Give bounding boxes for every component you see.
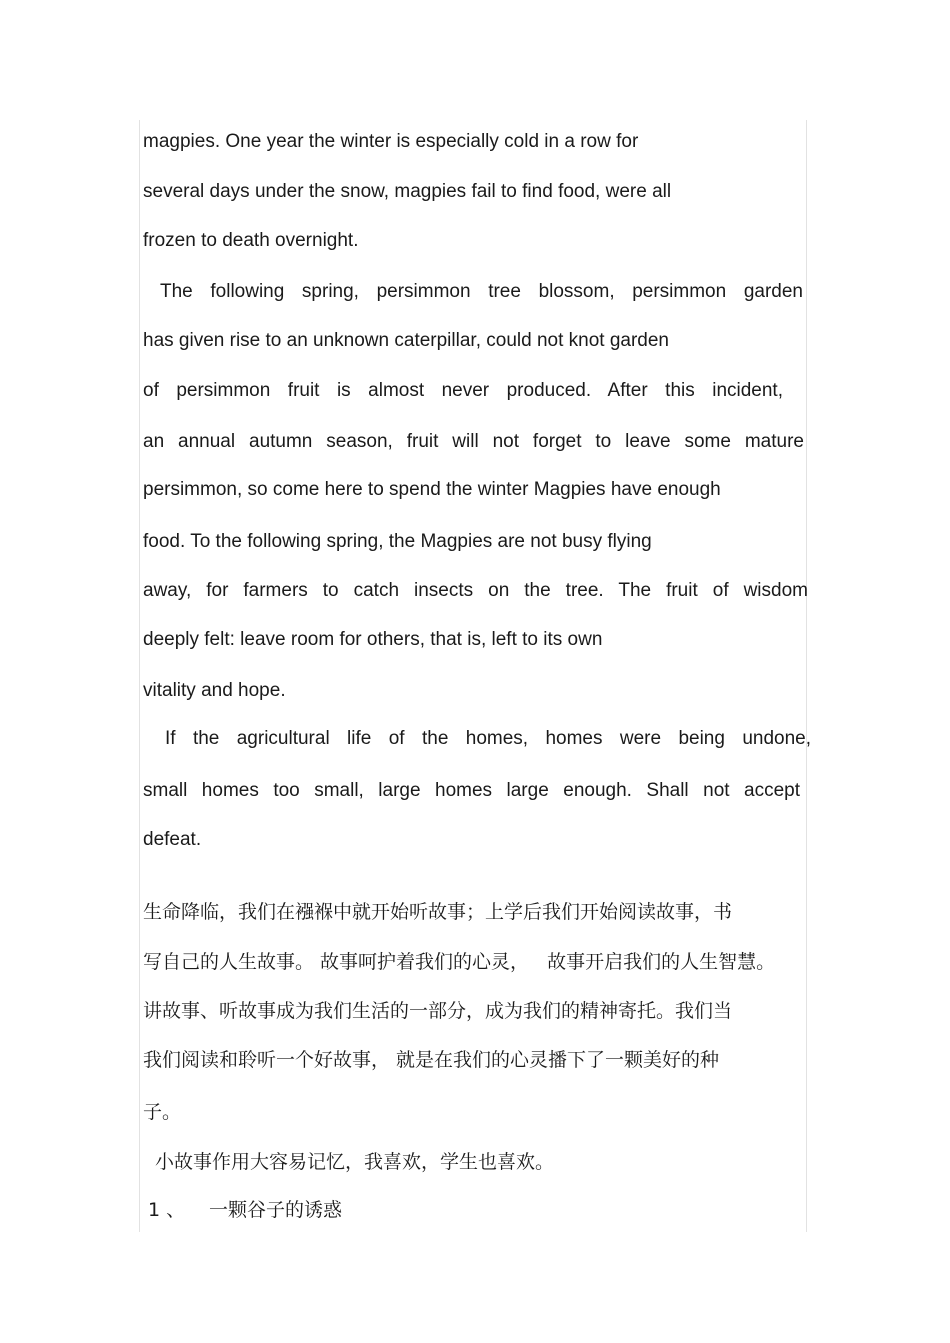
text-line: 子。 [143, 1101, 182, 1123]
text-line: small homes too small, large homes large enough. Shall not accept [143, 780, 800, 801]
text-line: frozen to death overnight. [143, 230, 359, 251]
text-line: The following spring, persimmon tree blossom, persimmon garden [160, 281, 803, 302]
text-line: persimmon, so come here to spend the winter Magpies have enough [143, 479, 721, 500]
text-line: 写自己的人生故事。 故事呵护着我们的心灵， 故事开启我们的人生智慧。 [143, 951, 776, 973]
text-line: deeply felt: leave room for others, that is, left to its own [143, 629, 603, 650]
text-line: several days under the snow, magpies fail to find food, were all [143, 181, 672, 202]
text-line: has given rise to an unknown caterpillar, could not knot garden [143, 330, 669, 351]
text-line: 讲故事、听故事成为我们生活的一部分，成为我们的精神寄托。我们当 [143, 1000, 733, 1022]
text-line: an annual autumn season, fruit will not forget to leave some mature [143, 431, 804, 452]
right-margin-rule [806, 120, 807, 1232]
text-line: If the agricultural life of the homes, homes were being undone, [165, 728, 811, 749]
list-item-number: 1 、 [148, 1199, 186, 1221]
text-line: food. To the following spring, the Magpies are not busy flying [143, 531, 652, 552]
text-line: defeat. [143, 829, 202, 850]
left-margin-rule [139, 120, 140, 1232]
text-line: 小故事作用大容易记忆，我喜欢，学生也喜欢。 [155, 1151, 555, 1173]
text-line: 生命降临，我们在襁褓中就开始听故事；上学后我们开始阅读故事，书 [143, 901, 733, 923]
text-line: of persimmon fruit is almost never produced. After this incident, [143, 380, 783, 401]
list-item-title: 一颗谷子的诱惑 [209, 1199, 343, 1221]
text-line: 我们阅读和聆听一个好故事， 就是在我们的心灵播下了一颗美好的种 [143, 1049, 720, 1071]
text-line: magpies. One year the winter is especially cold in a row for [143, 131, 639, 152]
text-line: vitality and hope. [143, 680, 286, 701]
text-line: away, for farmers to catch insects on the tree. The fruit of wisdom [143, 580, 808, 601]
